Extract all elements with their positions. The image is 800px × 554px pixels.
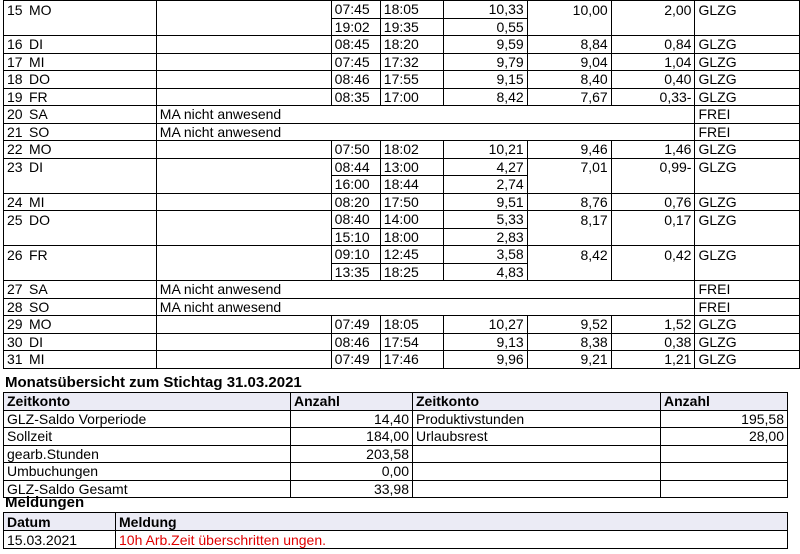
- monthly-row: [4, 428, 788, 446]
- end-time: 17:00: [380, 88, 443, 106]
- target-hours: [527, 18, 611, 36]
- target-hours: 8,38: [527, 333, 611, 351]
- worked-hours: 2,83: [443, 228, 527, 246]
- absence-note: MA nicht anwesend: [156, 106, 695, 124]
- weekday: SA: [29, 281, 48, 298]
- target-hours: 7,67: [527, 88, 611, 106]
- note-cell: [156, 18, 331, 36]
- account-value: 184,00: [291, 428, 413, 446]
- day-number: 18: [7, 71, 23, 88]
- message-row: [4, 531, 788, 549]
- day-cell: [4, 123, 157, 141]
- note-cell: [156, 71, 331, 89]
- end-time: 14:00: [380, 211, 443, 229]
- note-cell: [156, 176, 331, 194]
- target-hours: 9,21: [527, 351, 611, 369]
- end-time: 18:25: [380, 263, 443, 281]
- note-cell: [156, 263, 331, 281]
- weekday: FR: [29, 88, 48, 105]
- day-cell: [4, 36, 157, 54]
- day-number: 29: [7, 316, 23, 333]
- weekday: MO: [29, 1, 52, 18]
- day-number: 28: [7, 298, 23, 315]
- worked-hours: 9,51: [443, 193, 527, 211]
- end-time: 12:45: [380, 246, 443, 264]
- weekday: MO: [29, 316, 52, 333]
- account-value: 203,58: [291, 445, 413, 463]
- day-cell: [4, 88, 157, 106]
- day-cell: [4, 228, 157, 246]
- start-time: 08:46: [331, 333, 380, 351]
- timesheet-row: [4, 141, 800, 159]
- target-hours: 8,40: [527, 71, 611, 89]
- booking-code: [695, 263, 800, 281]
- booking-code: FREI: [695, 281, 800, 299]
- weekday: DO: [29, 71, 50, 88]
- weekday: SO: [29, 298, 50, 315]
- day-cell: [4, 1, 157, 19]
- timesheet-row: [4, 123, 800, 141]
- start-time: 07:49: [331, 316, 380, 334]
- worked-hours: 4,83: [443, 263, 527, 281]
- note-cell: [156, 88, 331, 106]
- end-time: 17:55: [380, 71, 443, 89]
- day-cell: [4, 281, 157, 299]
- balance-diff: 0,40: [611, 71, 695, 89]
- monthly-overview-title: Monatsübersicht zum Stichtag 31.03.2021: [5, 374, 302, 391]
- booking-code: GLZG: [695, 53, 800, 71]
- start-time: 07:45: [331, 53, 380, 71]
- day-number: 15: [7, 1, 23, 18]
- start-time: 07:49: [331, 351, 380, 369]
- header-anzahl-2: Anzahl: [661, 393, 788, 411]
- account-label: Umbuchungen: [4, 463, 291, 481]
- note-cell: [156, 1, 331, 19]
- end-time: 18:00: [380, 228, 443, 246]
- booking-code: [695, 176, 800, 194]
- day-number: 23: [7, 159, 23, 175]
- booking-code: GLZG: [695, 193, 800, 211]
- balance-diff: 1,04: [611, 53, 695, 71]
- day-cell: [4, 176, 157, 194]
- header-zeitkonto-2: Zeitkonto: [413, 393, 661, 411]
- note-cell: [156, 193, 331, 211]
- timesheet-row: [4, 106, 800, 124]
- booking-code: GLZG: [695, 333, 800, 351]
- timesheet-row: [4, 316, 800, 334]
- day-number: 22: [7, 141, 23, 158]
- message-date: 15.03.2021: [4, 531, 116, 549]
- weekday: SA: [29, 106, 48, 123]
- weekday: DI: [29, 36, 43, 53]
- weekday: MI: [29, 193, 45, 210]
- booking-code: [695, 18, 800, 36]
- day-number: 27: [7, 281, 23, 298]
- balance-diff: 1,21: [611, 351, 695, 369]
- balance-diff: 0,42: [611, 246, 695, 264]
- end-time: 17:54: [380, 333, 443, 351]
- account-value: [661, 445, 788, 463]
- balance-diff: 2,00: [611, 1, 695, 19]
- account-label: GLZ-Saldo Vorperiode: [4, 410, 291, 428]
- end-time: 17:32: [380, 53, 443, 71]
- day-number: 21: [7, 123, 23, 140]
- account-label: Produktivstunden: [413, 410, 661, 428]
- start-time: 08:40: [331, 211, 380, 229]
- monthly-row: [4, 480, 788, 498]
- day-cell: [4, 71, 157, 89]
- absence-note: MA nicht anwesend: [156, 281, 695, 299]
- worked-hours: 9,79: [443, 53, 527, 71]
- end-time: 19:35: [380, 18, 443, 36]
- header-meldung: Meldung: [116, 513, 788, 531]
- target-hours: 10,00: [527, 1, 611, 19]
- timesheet-row: [4, 351, 800, 369]
- target-hours: 9,04: [527, 53, 611, 71]
- timesheet-row: [4, 53, 800, 71]
- booking-code: GLZG: [695, 211, 800, 229]
- balance-diff: 0,99-: [611, 158, 695, 176]
- timesheet-row: [4, 71, 800, 89]
- balance-diff: [611, 228, 695, 246]
- start-time: 07:50: [331, 141, 380, 159]
- note-cell: [156, 351, 331, 369]
- account-value: 14,40: [291, 410, 413, 428]
- note-cell: [156, 141, 331, 159]
- day-cell: [4, 193, 157, 211]
- day-number: 17: [7, 53, 23, 70]
- account-label: [413, 445, 661, 463]
- start-time: 07:45: [331, 1, 380, 19]
- booking-code: GLZG: [695, 88, 800, 106]
- timesheet-continuation-row: [4, 18, 800, 36]
- messages-title: Meldungen: [5, 494, 85, 511]
- weekday: MI: [29, 351, 45, 368]
- balance-diff: [611, 176, 695, 194]
- start-time: 08:45: [331, 36, 380, 54]
- balance-diff: 0,38: [611, 333, 695, 351]
- booking-code: FREI: [695, 298, 800, 316]
- end-time: 17:46: [380, 351, 443, 369]
- end-time: 18:05: [380, 316, 443, 334]
- account-label: gearb.Stunden: [4, 445, 291, 463]
- day-number: 24: [7, 193, 23, 210]
- weekday: MI: [29, 53, 45, 70]
- end-time: 17:50: [380, 193, 443, 211]
- start-time: 09:10: [331, 246, 380, 264]
- day-cell: [4, 298, 157, 316]
- weekday: DO: [29, 211, 50, 228]
- worked-hours: 3,58: [443, 246, 527, 264]
- timesheet-row: [4, 298, 800, 316]
- worked-hours: 9,13: [443, 333, 527, 351]
- note-cell: [156, 333, 331, 351]
- start-time: 08:35: [331, 88, 380, 106]
- start-time: 19:02: [331, 18, 380, 36]
- end-time: 13:00: [380, 158, 443, 176]
- note-cell: [156, 53, 331, 71]
- timesheet-continuation-row: [4, 228, 800, 246]
- day-cell: [4, 18, 157, 36]
- timesheet-row: [4, 158, 800, 176]
- worked-hours: 2,74: [443, 176, 527, 194]
- booking-code: GLZG: [695, 316, 800, 334]
- worked-hours: 10,27: [443, 316, 527, 334]
- day-cell: [4, 263, 157, 281]
- account-label: [413, 463, 661, 481]
- balance-diff: 1,46: [611, 141, 695, 159]
- day-number: 19: [7, 88, 23, 105]
- weekday: SO: [29, 123, 50, 140]
- booking-code: GLZG: [695, 158, 800, 176]
- messages-header-row: [4, 513, 788, 531]
- end-time: 18:05: [380, 1, 443, 19]
- target-hours: [527, 228, 611, 246]
- day-cell: [4, 211, 157, 229]
- monthly-overview-table: [3, 392, 788, 498]
- target-hours: 7,01: [527, 158, 611, 176]
- monthly-row: [4, 410, 788, 428]
- target-hours: [527, 263, 611, 281]
- timesheet-row: [4, 88, 800, 106]
- booking-code: GLZG: [695, 71, 800, 89]
- end-time: 18:20: [380, 36, 443, 54]
- note-cell: [156, 228, 331, 246]
- timesheet-row: [4, 246, 800, 264]
- target-hours: 8,76: [527, 193, 611, 211]
- day-cell: [4, 316, 157, 334]
- note-cell: [156, 246, 331, 264]
- timesheet-row: [4, 1, 800, 19]
- account-value: 195,58: [661, 410, 788, 428]
- day-cell: [4, 53, 157, 71]
- weekday: MO: [29, 141, 52, 158]
- day-cell: [4, 158, 157, 176]
- balance-diff: 0,84: [611, 36, 695, 54]
- timesheet-row: [4, 281, 800, 299]
- day-cell: [4, 106, 157, 124]
- start-time: 08:46: [331, 71, 380, 89]
- absence-note: MA nicht anwesend: [156, 123, 695, 141]
- worked-hours: 4,27: [443, 158, 527, 176]
- end-time: 18:02: [380, 141, 443, 159]
- booking-code: GLZG: [695, 246, 800, 264]
- account-value: 0,00: [291, 463, 413, 481]
- balance-diff: [611, 263, 695, 281]
- target-hours: 8,42: [527, 246, 611, 264]
- account-value: 28,00: [661, 428, 788, 446]
- day-number: 20: [7, 106, 23, 123]
- booking-code: [695, 228, 800, 246]
- day-number: 25: [7, 211, 23, 228]
- worked-hours: 10,33: [443, 1, 527, 19]
- booking-code: GLZG: [695, 141, 800, 159]
- end-time: 18:44: [380, 176, 443, 194]
- timesheet-row: [4, 211, 800, 229]
- start-time: 13:35: [331, 263, 380, 281]
- target-hours: 8,17: [527, 211, 611, 229]
- account-label: GLZ-Saldo Gesamt: [4, 480, 291, 498]
- absence-note: MA nicht anwesend: [156, 298, 695, 316]
- account-label: Urlaubsrest: [413, 428, 661, 446]
- worked-hours: 10,21: [443, 141, 527, 159]
- booking-code: GLZG: [695, 351, 800, 369]
- account-value: [661, 480, 788, 498]
- day-number: 26: [7, 246, 23, 263]
- booking-code: FREI: [695, 106, 800, 124]
- timesheet-continuation-row: [4, 263, 800, 281]
- weekday: DI: [29, 333, 43, 350]
- account-label: Sollzeit: [4, 428, 291, 446]
- day-cell: [4, 333, 157, 351]
- day-cell: [4, 351, 157, 369]
- booking-code: GLZG: [695, 1, 800, 19]
- target-hours: 9,46: [527, 141, 611, 159]
- day-number: 31: [7, 351, 23, 368]
- worked-hours: 8,42: [443, 88, 527, 106]
- start-time: 08:44: [331, 158, 380, 176]
- target-hours: [527, 176, 611, 194]
- header-datum: Datum: [4, 513, 116, 531]
- worked-hours: 9,59: [443, 36, 527, 54]
- balance-diff: 0,76: [611, 193, 695, 211]
- monthly-row: [4, 445, 788, 463]
- balance-diff: 1,52: [611, 316, 695, 334]
- note-cell: [156, 316, 331, 334]
- target-hours: 9,52: [527, 316, 611, 334]
- balance-diff: 0,17: [611, 211, 695, 229]
- header-zeitkonto: Zeitkonto: [4, 393, 291, 411]
- worked-hours: 5,33: [443, 211, 527, 229]
- messages-table: [3, 512, 788, 549]
- worked-hours: 9,15: [443, 71, 527, 89]
- note-cell: [156, 211, 331, 229]
- note-cell: [156, 36, 331, 54]
- booking-code: FREI: [695, 123, 800, 141]
- account-value: [661, 463, 788, 481]
- worked-hours: 9,96: [443, 351, 527, 369]
- day-number: 16: [7, 36, 23, 53]
- weekday: DI: [29, 159, 43, 175]
- message-text: 10h Arb.Zeit überschritten ungen.: [116, 531, 788, 549]
- account-label: [413, 480, 661, 498]
- target-hours: 8,84: [527, 36, 611, 54]
- timesheet-row: [4, 36, 800, 54]
- monthly-header-row: [4, 393, 788, 411]
- timesheet-row: [4, 333, 800, 351]
- weekday: FR: [29, 246, 48, 263]
- start-time: 15:10: [331, 228, 380, 246]
- day-number: 30: [7, 333, 23, 350]
- start-time: 08:20: [331, 193, 380, 211]
- start-time: 16:00: [331, 176, 380, 194]
- header-anzahl: Anzahl: [291, 393, 413, 411]
- day-cell: [4, 246, 157, 264]
- day-cell: [4, 141, 157, 159]
- balance-diff: [611, 18, 695, 36]
- worked-hours: 0,55: [443, 18, 527, 36]
- timesheet-continuation-row: [4, 176, 800, 194]
- note-cell: [156, 158, 331, 176]
- balance-diff: 0,33-: [611, 88, 695, 106]
- account-value: 33,98: [291, 480, 413, 498]
- timesheet-row: [4, 193, 800, 211]
- timesheet-table: [3, 0, 800, 369]
- booking-code: GLZG: [695, 36, 800, 54]
- monthly-row: [4, 463, 788, 481]
